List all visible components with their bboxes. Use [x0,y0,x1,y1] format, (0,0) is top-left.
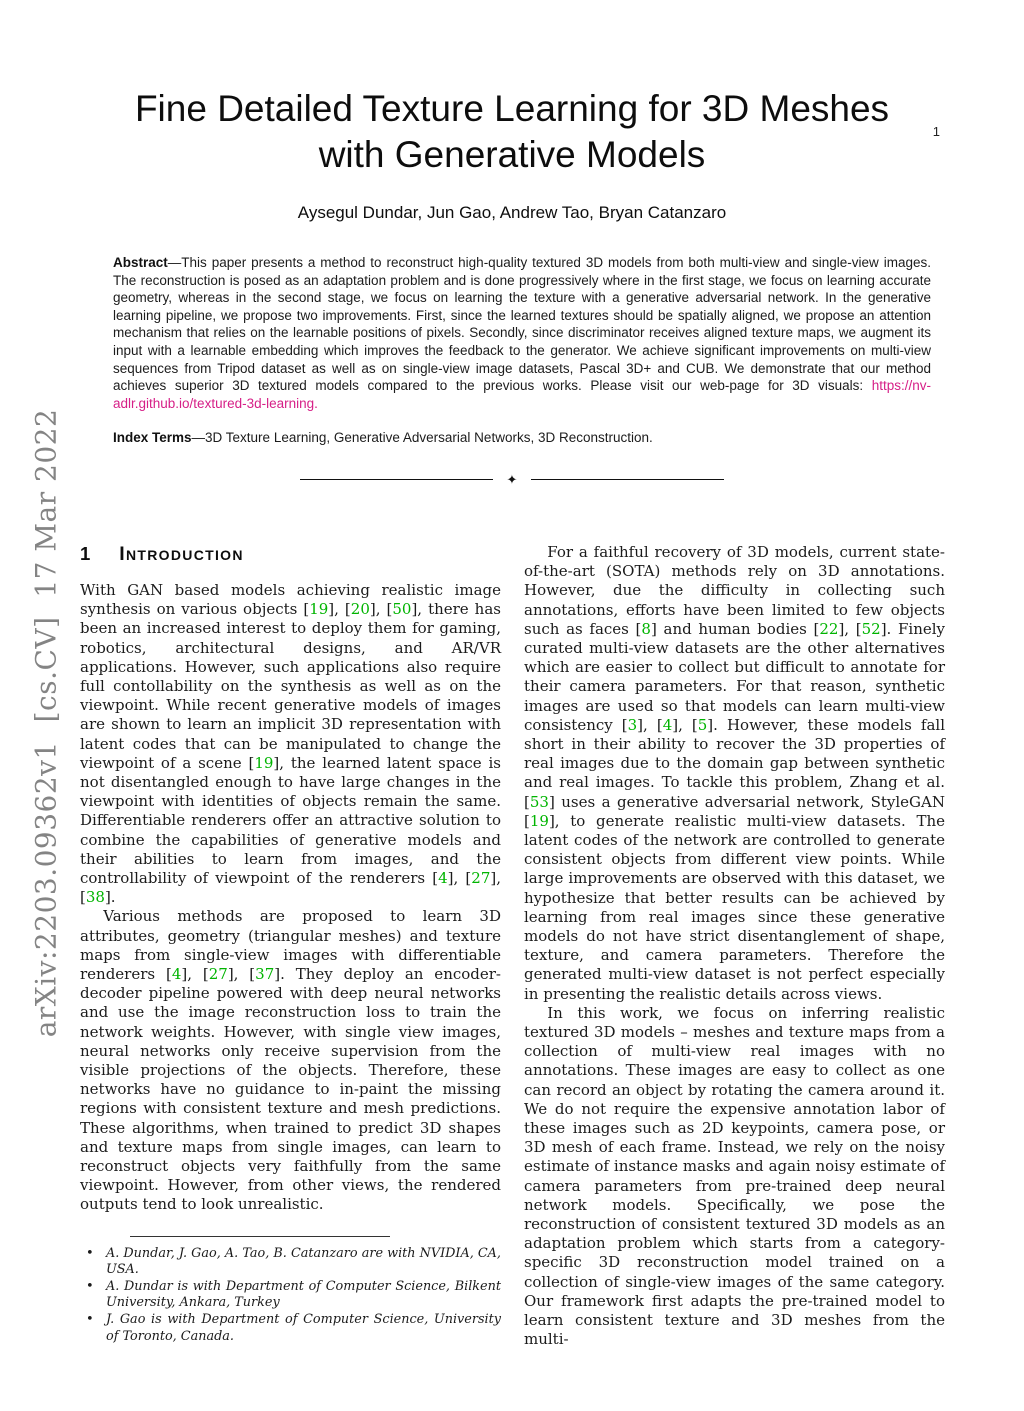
paper-title-line-1: Fine Detailed Texture Learning for 3D Meshes [134,88,890,129]
citation-link[interactable]: 37 [255,965,275,983]
left-column [80,543,501,1350]
footnote-list [80,1246,501,1346]
paragraph [80,907,501,1214]
citation-link[interactable]: 22 [819,619,839,638]
left-column-text [80,581,501,1215]
external-link[interactable]: https://nv-adlr.github.io/textured-3d-learning. [113,378,931,411]
text-segment: ] uses a generative adversarial network, StyleGAN [ [524,792,945,830]
citation-link[interactable]: 19 [254,753,274,772]
text-segment: ], [ [80,868,501,907]
text-segment: ], [ [227,965,256,983]
citation-link[interactable]: 20 [350,600,370,619]
text-segment: ]. Finely curated multi-view datasets are the other alternatives which are easier to collect but difficult to annotate for their camera parameters. For that reason, synthetic images are used so that models can learn multi-view consistency [ [524,619,945,734]
right-column-text [524,543,945,1350]
text-segment: ] and human bodies [ [650,619,820,638]
text-segment: ], [ [838,619,862,638]
authors-line: Aysegul Dundar, Jun Gao, Andrew Tao, Bryan Catanzaro [297,203,727,222]
divider-rule-right [531,479,724,480]
index-terms [113,429,931,447]
text-segment: ]. They deploy an encoder-decoder pipeline powered with deep neural networks and use the image reconstruction loss to train the network weights. However, with single view images, neural networks only receive supervision from the visible projections of the objects. Therefore, these networks have no guidance to in-paint the missing regions with consistent texture and mesh predictions. These algorithms, when trained to predict 3D shapes and texture maps from single images, can learn to reconstruct objects very faithfully from the same viewpoint. However, from other views, the rendered outputs tend to look unrealistic. [80,965,501,1214]
citation-link[interactable]: 52 [861,619,881,638]
citation-link[interactable]: 4 [662,715,673,734]
page-number: 1 [932,124,940,139]
text-segment: With GAN based models achieving realistic image synthesis on various objects [ [80,580,501,619]
abstract-label: Abstract [113,255,168,270]
text-segment: ], [ [181,965,209,983]
two-column-body [80,543,945,1350]
footnote-item: • A. Dundar is with Department of Computer Science, Bilkent University, Ankara, Turkey [80,1279,501,1312]
paragraph [80,581,501,907]
text-segment: ], [ [447,868,472,887]
citation-link[interactable]: 3 [627,715,638,734]
footnote-item: • A. Dundar, J. Gao, A. Tao, B. Catanzaro are with NVIDIA, CA, USA. [80,1246,501,1279]
text-segment: ], [ [328,600,351,619]
citation-link[interactable]: 27 [471,868,491,887]
text-segment: ], [ [672,715,698,734]
section-heading-introduction [80,543,501,566]
paper-title [60,86,964,178]
text-segment: ]. [104,888,116,907]
text-segment: ]. However, these models fall short in their ability to recover the 3D properties of real images due to the domain gap between synthetic and real images. To tackle this problem, Zhang et al. [ [524,715,945,811]
footnote-item: • J. Gao is with Department of Computer Science, University of Toronto, Canada. [80,1312,501,1345]
citation-link[interactable]: 19 [529,811,549,830]
citation-link[interactable]: 38 [85,888,105,907]
footnote-block [80,1236,501,1346]
footnote-rule [130,1236,390,1237]
citation-link[interactable]: 4 [438,868,448,887]
citation-link[interactable]: 19 [309,600,329,619]
text-segment: ], to generate realistic multi-view datasets. The latent codes of the network are controlled to generate consistent objects from different view points. While large improvements are observed with this dataset, we hypothesize that better results can be achieved by learning from real images since these generative models do not have strict disentanglement of shape, texture, and camera parameters. Therefore the generated multi-view dataset is not perfect especially in presenting the realistic details across views. [524,811,945,1003]
text-segment: ], the learned latent space is not disentangled enough to have large changes in the viewpoint with identities of objects remain the same. Differentiable renderers offer an attractive solution to combine the capabilities of generative models and their abilities to learn from images, and the controllability of viewpoint of the renderers [ [80,753,501,887]
section-title: Introduction [119,542,244,565]
text-segment: In this work, we focus on inferring realistic textured 3D models – meshes and texture maps from a collection of multi-view real images with no annotations. These images are easy to collect as one can record an object by rotating the camera around it. We do not require the expensive annotation labor of these images such as 2D keypoints, camera pose, or 3D mesh of each frame. Instead, we rely on the noisy estimate of instance masks and again noisy estimate of camera parameters from pre-trained deep neural network models. Specifically, we pose the reconstruction of consistent textured 3D models as an adaptation problem which starts from a category-specific 3D reconstruction model trained on a collection of single-view images of the same category. Our framework first adapts the pre-trained model to learn consistent texture and 3D meshes from the multi- [524,1003,945,1349]
text-segment: ], there has been an increased interest to deploy them for gaming, robotics, architectural designs, and AR/VR applications. However, such applications also require full contollability on the synthesis as well as on the viewpoint. While recent generative models of images are shown to learn an implicit 3D representation with latent codes that can be manipulated to change the viewpoint of a scene [ [80,600,501,772]
abstract [113,254,931,412]
citation-link[interactable]: 5 [697,715,708,734]
text-segment: ], [ [637,715,663,734]
diamond-star-icon: ✦ [506,471,518,487]
citation-link[interactable]: 27 [208,965,228,983]
paragraph [524,1004,945,1350]
section-number: 1 [80,542,91,564]
divider-rule-left [300,479,493,480]
citation-link[interactable]: 53 [529,792,549,811]
paragraph [524,543,945,1004]
index-terms-text: —3D Texture Learning, Generative Adversarial Networks, 3D Reconstruction. [191,430,653,446]
text-segment: ], [ [369,600,393,619]
citation-link[interactable]: 50 [392,600,412,619]
arxiv-watermark: arXiv:2203.09362v1 [cs.CV] 17 Mar 2022 [29,408,63,1038]
citation-link[interactable]: 4 [171,965,182,983]
paper-title-line-2: with Generative Models [318,134,706,175]
right-column [524,543,945,1350]
text-segment: For a faithful recovery of 3D models, current state-of-the-art (SOTA) methods rely on 3D annotations. However, due the difficulty in collecting such annotations, efforts have been limited to few objects such as faces [ [524,542,945,638]
section-divider [300,473,724,486]
text-segment: Various methods are proposed to learn 3D attributes, geometry (triangular meshes) and texture maps from single-view images with differentiable renderers [ [80,907,501,983]
abstract-text [113,255,931,411]
index-terms-label: Index Terms [113,430,192,446]
text-segment: —This paper presents a method to reconstruct high-quality textured 3D models from both multi-view and single-view images. The reconstruction is posed as an adaptation problem and is done progressively where in the first stage, we focus on learning accurate geometry, whereas in the second stage, we focus on learning the texture with a generative adversarial network. In the generative learning pipeline, we propose two improvements. First, since the learned textures should be spatially aligned, we propose an attention mechanism that relies on the learnable positions of pixels. Secondly, since discriminator receives aligned texture maps, we augment its input with a learnable embedding which improves the feedback to the generator. We achieve significant improvements on multi-view sequences from Tripod dataset as well as on single-view image datasets, Pascal 3D+ and CUB. We demonstrate that our method achieves superior 3D textured models compared to the previous works. Please visit our web-page for 3D visuals: [113,255,931,394]
citation-link[interactable]: 8 [641,619,651,638]
